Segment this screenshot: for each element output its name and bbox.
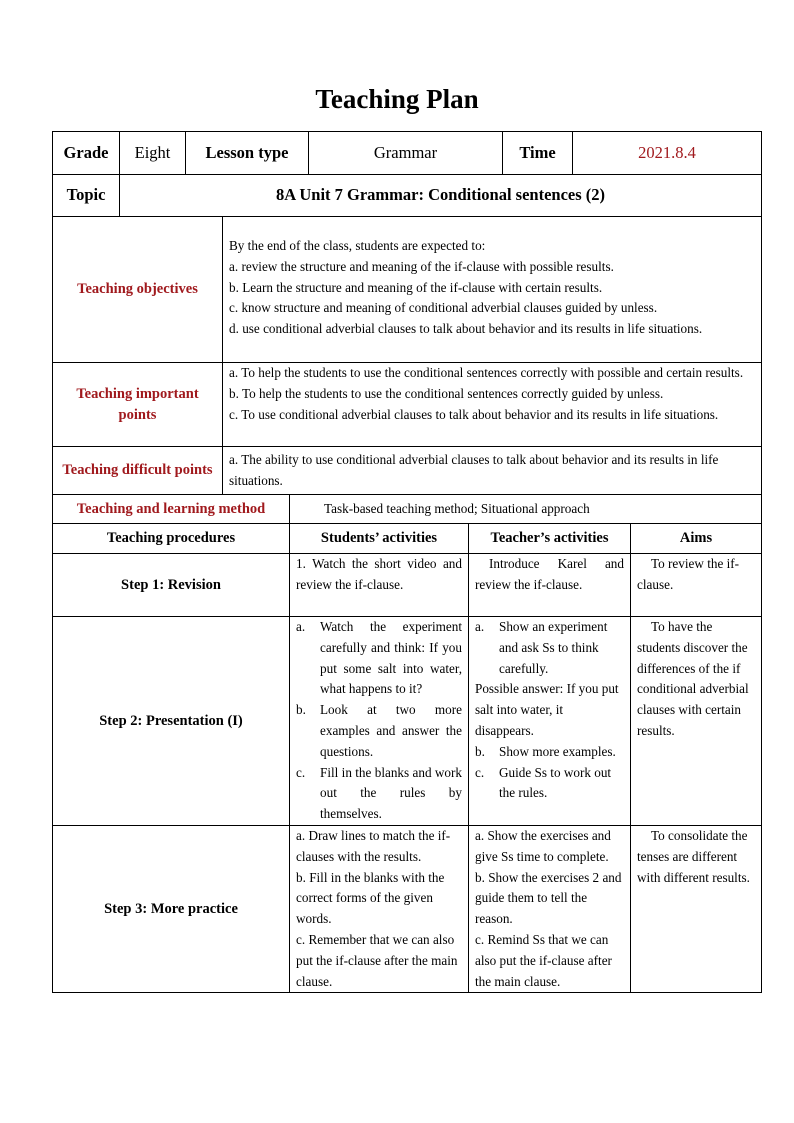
step-3-teacher bbox=[469, 826, 630, 992]
time-label: Time bbox=[519, 142, 556, 162]
topic-label: Topic bbox=[66, 185, 106, 205]
important-point-item: c. To use conditional adverbial clauses to talk about behavior and its results in life situations. bbox=[229, 406, 719, 422]
step-2-aims: To have the students discover the differences of the if conditional adverbial clauses with certain results. bbox=[637, 619, 749, 738]
step-1-aims: To review the if-clause. bbox=[637, 556, 740, 592]
lesson-type-value: Grammar bbox=[373, 142, 438, 162]
list-item: a. Watch the experiment carefully and think: If you put some salt into water, what happens to it? bbox=[296, 619, 462, 697]
objective-item: d. use conditional adverbial clauses to talk about behavior and its results in life situations. bbox=[229, 321, 703, 337]
list-item: c. Fill in the blanks and work out the rules by themselves. bbox=[296, 764, 462, 822]
possible-answer: Possible answer: If you put salt into water, it disappears. bbox=[475, 681, 619, 738]
objective-item: b. Learn the structure and meaning of the if-clause with certain results. bbox=[229, 279, 603, 295]
method-value: Task-based teaching method; Situational approach bbox=[324, 501, 590, 516]
list-item: b. Show more examples. bbox=[475, 743, 616, 759]
list-item: b. Show the exercises 2 and guide them to tell the reason. bbox=[475, 869, 622, 927]
step-2-students bbox=[290, 617, 468, 825]
grade-label: Grade bbox=[63, 142, 109, 162]
lesson-type-label: Lesson type bbox=[205, 142, 289, 162]
list-item: b. Look at two more examples and answer the questions. bbox=[296, 702, 462, 759]
list-item: b. Fill in the blanks with the correct forms of the given words. bbox=[296, 869, 445, 927]
students-activities-header: Students’ activities bbox=[320, 530, 438, 546]
aims-header: Aims bbox=[679, 530, 713, 546]
step-3-aims: To consolidate the tenses are different with different results. bbox=[637, 828, 750, 885]
step-1-students: 1. Watch the short video and review the if-clause. bbox=[296, 556, 462, 592]
method-label: Teaching and learning method bbox=[76, 500, 266, 517]
important-points-content bbox=[223, 363, 761, 425]
objectives-label: Teaching objectives bbox=[77, 281, 198, 297]
list-item: c. Remember that we can also put the if-clause after the main clause. bbox=[296, 931, 458, 989]
step-1-teacher: Introduce Karel and review the if-clause. bbox=[475, 556, 624, 592]
teacher-activities-header: Teacher’s activities bbox=[490, 530, 609, 546]
difficult-points-content: a. The ability to use conditional adverbial clauses to talk about behavior and its results in life situations. bbox=[229, 452, 719, 488]
list-item: c. Guide Ss to work out the rules. bbox=[475, 764, 612, 801]
procedures-header: Teaching procedures bbox=[106, 530, 236, 546]
step-3-name: Step 3: More practice bbox=[104, 900, 238, 917]
list-item: a. Show the exercises and give Ss time to complete. bbox=[475, 828, 611, 864]
topic-value: 8A Unit 7 Grammar: Conditional sentences (2) bbox=[275, 185, 606, 205]
step-1-name: Step 1: Revision bbox=[121, 576, 221, 593]
list-item: a. Draw lines to match the if-clauses with the results. bbox=[296, 828, 451, 864]
time-value: 2021.8.4 bbox=[638, 142, 696, 162]
important-points-label: Teaching important points bbox=[76, 385, 199, 423]
page-title: Teaching Plan bbox=[315, 84, 479, 114]
step-3-students bbox=[290, 826, 468, 992]
important-point-item: a. To help the students to use the conditional sentences correctly with possible and certain results. bbox=[229, 365, 744, 380]
grade-value: Eight bbox=[134, 142, 171, 162]
step-2-name: Step 2: Presentation (I) bbox=[99, 712, 243, 729]
objectives-content bbox=[223, 236, 761, 340]
list-item: a. Show an experiment and ask Ss to think carefully. bbox=[475, 619, 608, 676]
important-point-item: b. To help the students to use the conditional sentences correctly guided by unless. bbox=[229, 385, 664, 401]
step-2-teacher bbox=[469, 617, 630, 804]
difficult-points-label: Teaching difficult points bbox=[62, 462, 213, 478]
objective-item: c. know structure and meaning of conditional adverbial clauses guided by unless. bbox=[229, 300, 658, 316]
objective-item: a. review the structure and meaning of the if-clause with possible results. bbox=[229, 258, 614, 274]
list-item: c. Remind Ss that we can also put the if-clause after the main clause. bbox=[475, 931, 612, 989]
objectives-intro: By the end of the class, students are expected to: bbox=[229, 238, 486, 253]
